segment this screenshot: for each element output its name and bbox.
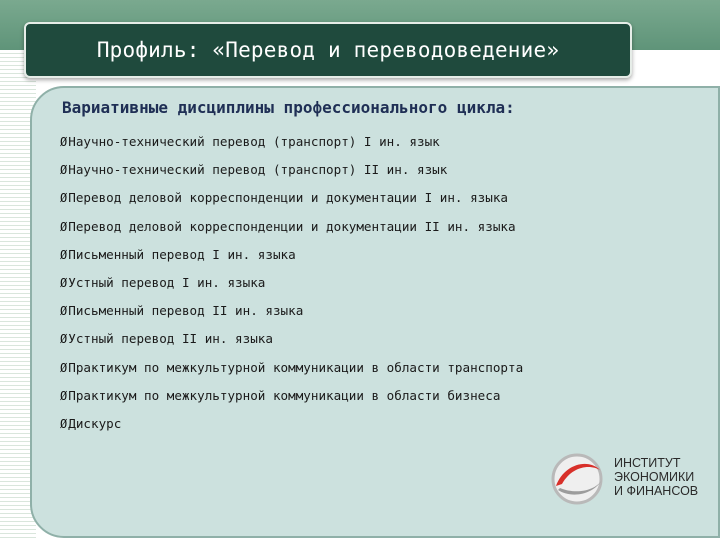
arrow-bullet-icon: Ø	[60, 360, 68, 375]
list-item	[60, 269, 523, 297]
list-item	[60, 184, 523, 212]
arrow-bullet-icon: Ø	[60, 135, 68, 149]
list-item-text: Письменный перевод I ин. языка	[68, 246, 296, 262]
arrow-bullet-icon: Ø	[60, 304, 68, 319]
list-item	[60, 156, 523, 184]
list-item	[60, 382, 523, 410]
list-item-text: Перевод деловой корреспонденции и документации I ин. языка	[68, 190, 508, 206]
arrow-bullet-icon: Ø	[60, 247, 68, 262]
list-item	[60, 128, 523, 156]
title-box	[24, 22, 632, 78]
swoosh-logo-icon	[548, 450, 606, 508]
list-item	[60, 354, 523, 382]
list-item-text: Практикум по межкультурной коммуникации в области бизнеса	[68, 387, 501, 403]
slide-title: Профиль: «Перевод и переводоведение»	[96, 38, 560, 62]
arrow-bullet-icon: Ø	[60, 191, 68, 206]
list-item-text: Перевод деловой корреспонденции и документации II ин. языка	[68, 218, 516, 234]
logo-line-3: И ФИНАНСОВ	[614, 484, 699, 498]
list-item-text: Письменный перевод II ин. языка	[68, 303, 304, 319]
list-item	[60, 213, 523, 241]
section-subtitle: Вариативные дисциплины профессионального цикла:	[62, 98, 515, 117]
list-item-text: Устный перевод II ин. языка	[68, 331, 273, 347]
list-item	[60, 410, 523, 438]
list-item-text: Практикум по межкультурной коммуникации в области транспорта	[68, 359, 524, 375]
arrow-bullet-icon: Ø	[60, 416, 68, 431]
institute-logo	[548, 446, 708, 510]
arrow-bullet-icon: Ø	[60, 332, 68, 347]
arrow-bullet-icon: Ø	[60, 388, 68, 403]
logo-line-1: ИНСТИТУТ	[614, 456, 681, 470]
list-item-text: Научно-технический перевод (транспорт) I ин. язык	[68, 134, 440, 149]
list-item	[60, 241, 523, 269]
arrow-bullet-icon: Ø	[60, 163, 68, 178]
list-item	[60, 325, 523, 353]
list-item-text: Дискурс	[68, 415, 122, 431]
list-item-text: Научно-технический перевод (транспорт) II ин. язык	[68, 162, 448, 178]
arrow-bullet-icon: Ø	[60, 275, 68, 290]
logo-text	[614, 456, 698, 498]
arrow-bullet-icon: Ø	[60, 219, 68, 234]
logo-line-2: ЭКОНОМИКИ	[614, 470, 695, 484]
list-item-text: Устный перевод I ин. языка	[68, 274, 266, 290]
discipline-list	[60, 128, 523, 438]
list-item	[60, 297, 523, 325]
